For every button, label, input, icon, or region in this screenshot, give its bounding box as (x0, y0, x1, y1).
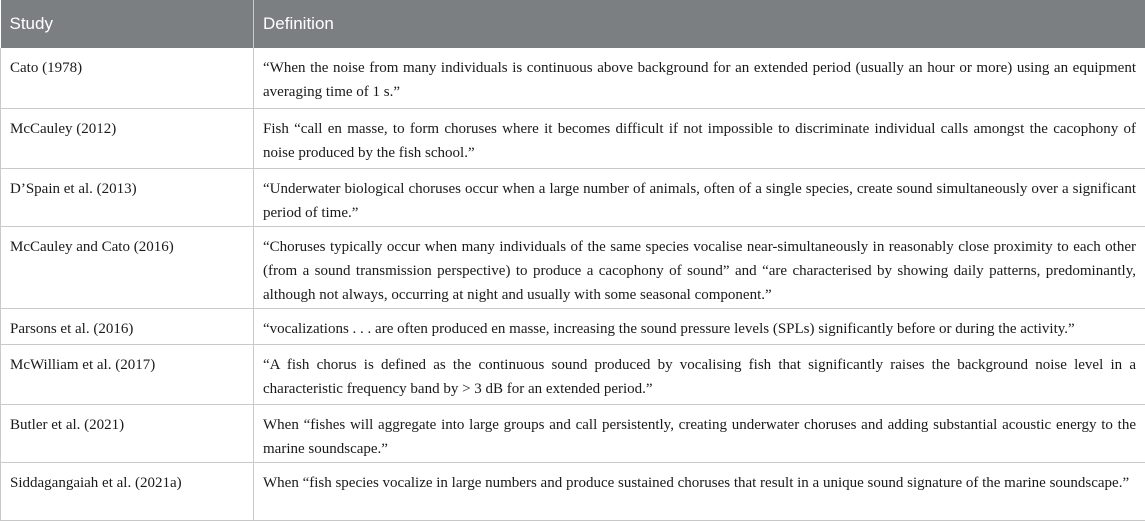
table-row (1, 462, 1145, 520)
table-row (1, 168, 1145, 226)
definition-cell: “A fish chorus is defined as the continuous sound produced by vocalising fish that significantly raises the background noise level in a characteristic frequency band by > 3 dB for an extended period.” (254, 344, 1145, 404)
header-definition: Definition (263, 14, 334, 33)
header-row (1, 0, 1145, 48)
definition-cell: “When the noise from many individuals is continuous above background for an extended period (usually an hour or more) using an equipment averaging time of 1 s.” (254, 48, 1145, 108)
definition-cell: “vocalizations . . . are often produced en masse, increasing the sound pressure levels (SPLs) significantly before or during the activity.” (254, 308, 1145, 344)
study-cell: Parsons et al. (2016) (1, 308, 254, 344)
definition-cell: When “fish species vocalize in large numbers and produce sustained choruses that result in a unique sound signature of the marine soundscape.” (254, 462, 1145, 520)
table-row (1, 48, 1145, 108)
header-study: Study (1, 0, 254, 48)
table-row (1, 308, 1145, 344)
table-row (1, 344, 1145, 404)
definition-cell: When “fishes will aggregate into large groups and call persistently, creating underwater choruses and adding substantial acoustic energy to the marine soundscape.” (254, 404, 1145, 462)
study-cell: Siddagangaiah et al. (2021a) (1, 462, 254, 520)
table-row (1, 404, 1145, 462)
study-cell: Butler et al. (2021) (1, 404, 254, 462)
study-cell: Cato (1978) (1, 48, 254, 108)
table-row (1, 226, 1145, 308)
study-cell: McWilliam et al. (2017) (1, 344, 254, 404)
definition-cell: “Choruses typically occur when many individuals of the same species vocalise near-simultaneously in reasonably close proximity to each other (from a sound transmission perspective) to produce a cacophony of sound” and “are characterised by showing daily patterns, predominantly, although not always, occurring at night and usually with some seasonal component.” (254, 226, 1145, 308)
definition-cell: “Underwater biological choruses occur when a large number of animals, often of a single species, create sound simultaneously over a significant period of time.” (254, 168, 1145, 226)
definition-cell: Fish “call en masse, to form choruses where it becomes difficult if not impossible to discriminate individual calls amongst the cacophony of noise produced by the fish school.” (254, 108, 1145, 168)
study-cell: McCauley (2012) (1, 108, 254, 168)
study-cell: McCauley and Cato (2016) (1, 226, 254, 308)
table-row (1, 108, 1145, 168)
study-cell: D’Spain et al. (2013) (1, 168, 254, 226)
